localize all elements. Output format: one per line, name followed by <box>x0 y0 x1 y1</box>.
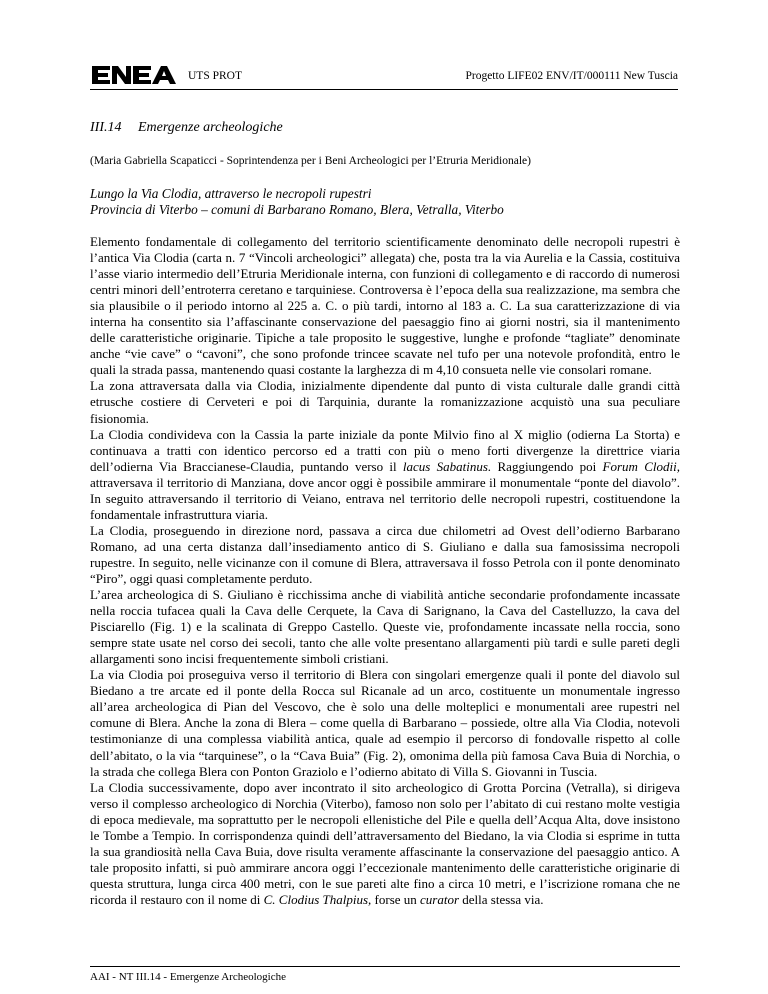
subtitle <box>90 186 680 218</box>
italic-lacus-sabatinus: lacus Sabatinus. <box>402 458 492 474</box>
paragraph-6: La via Clodia poi proseguiva verso il territorio di Blera con singolari emergenze quali il ponte del diavolo sul Biedano a tre arcate ed il ponte della Rocca sul Ricanale ad un arco, costituente un monumentale ingresso all’area archeologica di Pian del Vescovo, che è solo una delle molteplici e monumentali aree rupestri nel comune di Blera. Anche la zona di Blera – come quella di Barbarano – possiede, oltre alla Via Clodia, notevoli testimonianze di una complessa viabilità antica, quale ad esempio il percorso di fondovalle rispetto al colle dell’abitato, o la via “tarquinese”, o la “Cava Buia” (Fig. 2), omonima della più famosa Cava Buia di Norchia, o la strada che collega Blera con Ponton Graziolo e l’odierno abitato di Villa S. Giovanni in Tuscia. <box>90 667 680 779</box>
enea-logo <box>90 65 178 85</box>
page-footer: AAI - NT III.14 - Emergenze Archeologiche <box>90 971 286 983</box>
italic-curator: curator <box>420 891 460 907</box>
footer-divider <box>90 966 680 967</box>
author-line: (Maria Gabriella Scapaticci - Soprintendenza per i Beni Archeologici per l’Etruria Meridionale) <box>90 155 531 167</box>
main-content <box>90 120 680 908</box>
page-header <box>90 66 678 86</box>
header-label-left: UTS PROT <box>188 70 242 82</box>
paragraph-5: L’area archeologica di S. Giuliano è ricchissima anche di viabilità antiche secondarie profondamente incassate nella roccia tufacea quali la Cava delle Cerquete, la Cava di Sarignano, la Cava del Castelluzzo, la cava del Pisciarello (Fig. 1) e la scalinata di Greppo Castello. Queste vie, profondamente incassate nella roccia, sono sempre state usate nel corso dei secoli, tanto che alle volte presentano allargamenti più tardi e sulle pareti degli allargamenti sono incisi frequentemente simboli cristiani. <box>90 587 680 667</box>
section-number: III.14 <box>90 120 122 135</box>
subtitle-line-2: Provincia di Viterbo – comuni di Barbarano Romano, Blera, Vetralla, Viterbo <box>90 202 504 217</box>
section-title <box>90 120 680 136</box>
paragraph-7: La Clodia successivamente, dopo aver incontrato il sito archeologico di Grotta Porcina (Vetralla), si dirigeva verso il complesso archeologico di Norchia (Viterbo), famoso non solo per l’abitato di cui restano molte vestigia di epoca medievale, ma soprattutto per le necropoli ellenistiche del Pile e quella dell’Acqua Alta, dove insistono le Tombe a Tempio. In corrispondenza quindi dell’attraversamento del Biedano, la via Clodia si esprime in tutta la sua grandiosità nella Cava Buia, dove risulta veramente affascinante la conservazione del paesaggio antico. A tale proposito infatti, si può ammirare ancora oggi l’eccezionale mantenimento delle caratteristiche originarie di questa struttura, lunga circa 400 metri, con le sue pareti alte fino a circa 10 metri, e l’iscrizione romana che ne ricorda il restauro con il nome di C. Clodius Thalpius, forse un curator della stessa via. <box>90 779 680 907</box>
italic-clodius-thalpius: C. Clodius Thalpius, <box>263 891 372 907</box>
header-project-label: Progetto LIFE02 ENV/IT/000111 New Tuscia <box>465 70 678 82</box>
header-divider <box>90 89 678 90</box>
paragraph-3: La Clodia condivideva con la Cassia la parte iniziale da ponte Milvio fino al X miglio (odierna La Storta) e continuava a tratti con identico percorso ed a tratti con più o meno forti divergenze la direttrice viaria dell’odierna Via Braccianese-Claudia, puntando verso il lacus Sabatinus. Raggiungendo poi Forum Clodii, attraversava il territorio di Manziana, dove ancor oggi è possibile ammirare il monumentale “ponte del diavolo”. In seguito attraversando il territorio di Veiano, entrava nel territorio delle necropoli rupestri, costituendone la fondamentale infrastruttura viaria. <box>90 426 680 522</box>
paragraph-2: La zona attraversata dalla via Clodia, inizialmente dipendente dal punto di vista culturale dalle grandi città etrusche costiere di Cerveteri e poi di Tarquinia, durante la romanizzazione acquistò una sua peculiare fisionomia. <box>90 378 680 426</box>
paragraph-4: La Clodia, proseguendo in direzione nord, passava a circa due chilometri ad Ovest dell’odierno Barbarano Romano, ad una certa distanza dall’insediamento antico di S. Giuliano e dalla sua famosissima necropoli rupestre. In seguito, nelle vicinanze con il comune di Blera, attraversava il fosso Petrola con il ponte denominato “Piro”, oggi quasi completamente perduto. <box>90 522 680 586</box>
italic-forum-clodii: Forum Clodii, <box>602 458 680 474</box>
subtitle-line-1: Lungo la Via Clodia, attraverso le necropoli rupestri <box>90 186 372 201</box>
paragraph-1: Elemento fondamentale di collegamento del territorio scientificamente denominato delle necropoli rupestri è l’antica Via Clodia (carta n. 7 “Vincoli archeologici” allegata) che, posta tra la via Aurelia e la Cassia, costituiva l’asse viario intermedio dell’Etruria Meridionale interna, con funzioni di collegamento e di raccordo di numerosi centri minori dell’entroterra ceretano e tarquiniese. Controversa è l’epoca della sua realizzazione, ma sembra che sia plausibile o il periodo intorno al 225 a. C. o più tardi, intorno al 183 a. C. La sua caratterizzazione di via interna ha consentito sia l’affascinante conservazione del paesaggio fino ai giorni nostri, sia il mantenimento delle caratteristiche originarie. Tipiche a tale proposito le suggestive, lunghe e profonde “tagliate” denominate anche “vie cave” o “cavoni”, che sono profonde trincee scavate nel tufo per una notevole profondità, entro le quali la strada passa, mantenendo quasi costante la larghezza di m 4,10 consueta nelle vie consolari romane. <box>90 234 680 378</box>
body-text <box>90 234 680 908</box>
section-title-text: Emergenze archeologiche <box>138 120 283 135</box>
